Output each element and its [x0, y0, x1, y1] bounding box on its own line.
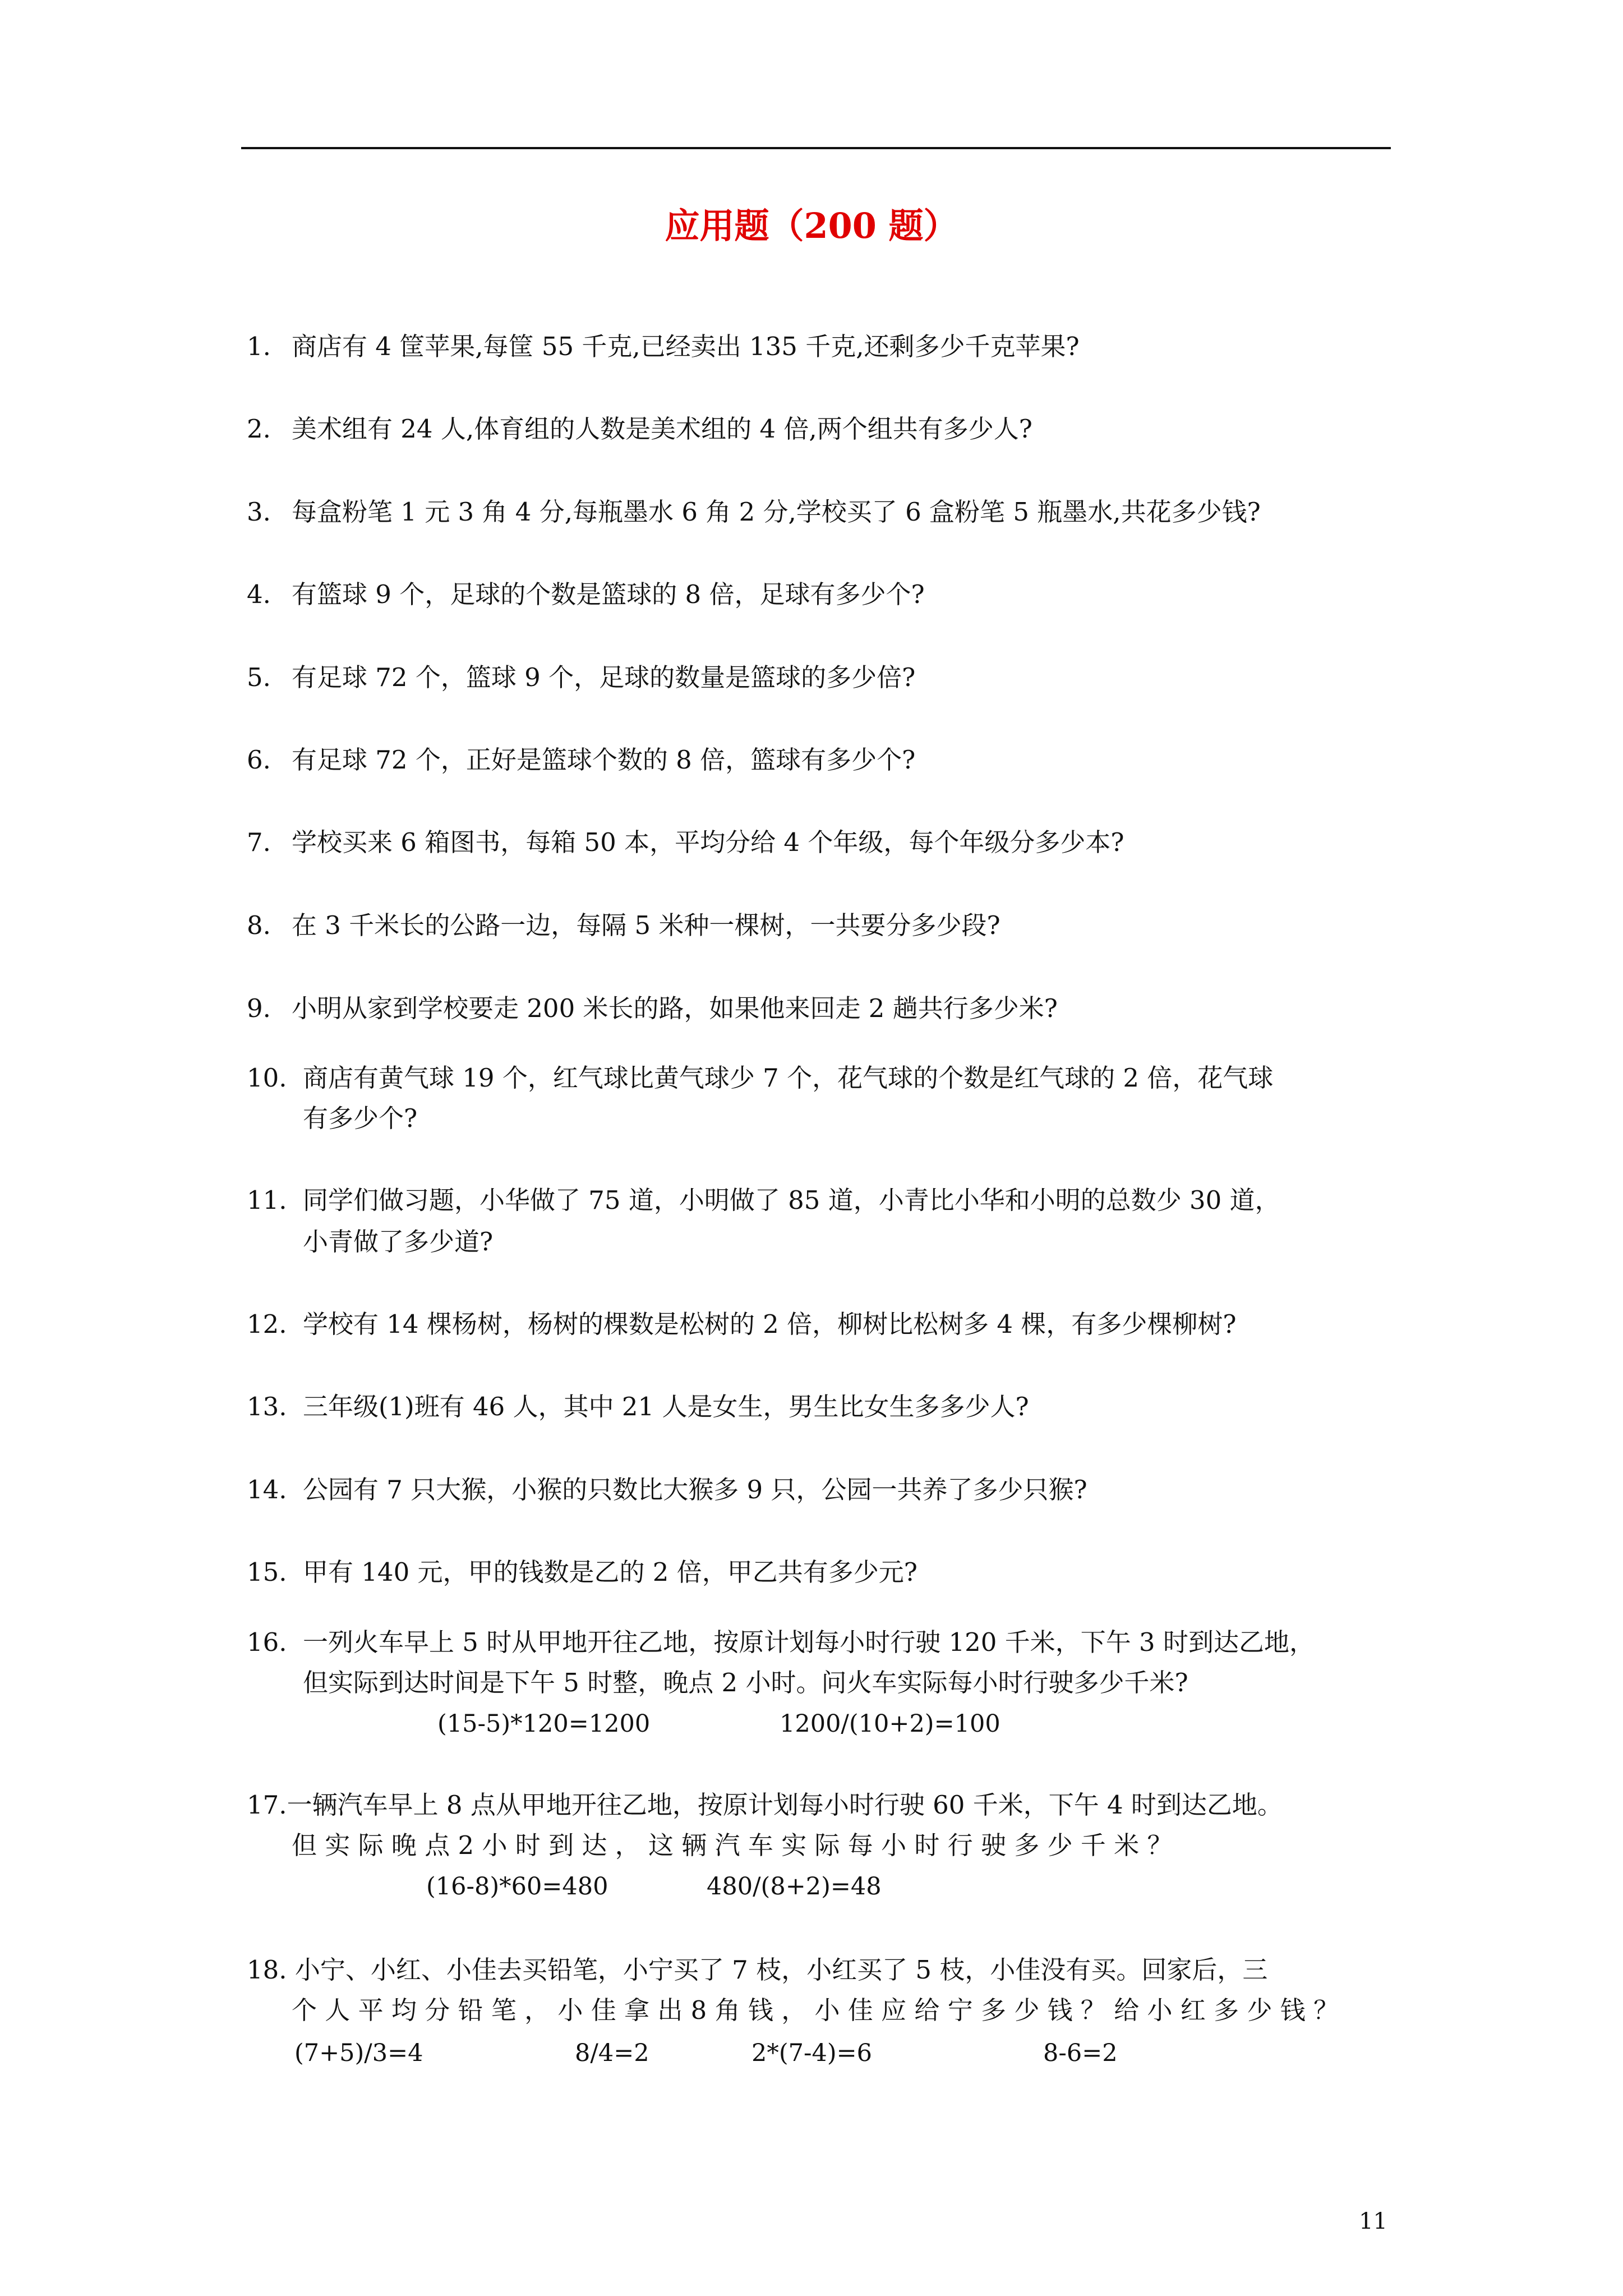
problem-15 [247, 1557, 917, 1588]
problem-8 [247, 910, 1000, 941]
problem-number: 17. [247, 1790, 287, 1820]
calculation-step: 1200/(10+2)=100 [780, 1710, 1000, 1738]
problem-number: 6. [247, 745, 271, 775]
problem-text-line-2: 但 实 际 晚 点 2 小 时 到 达 ， 这 辆 汽 车 实 际 每 小 时 行 驶 多 少 千 米 ？ [292, 1830, 1173, 1860]
problem-text: 学校有 14 棵杨树，杨树的棵数是松树的 2 倍，柳树比松树多 4 棵，有多少棵柳树? [303, 1309, 1237, 1339]
problem-16 [247, 1627, 1315, 1658]
page-number: 11 [1359, 2208, 1387, 2234]
problem-text-line-1: . 小宁、小红、小佳去买铅笔，小宁买了 7 枝，小红买了 5 枝，小佳没有买。回家后，三 [279, 1955, 1268, 1985]
problem-7 [247, 827, 1124, 858]
calculation-step: (15-5)*120=1200 [437, 1710, 651, 1738]
problem-text: 美术组有 24 人,体育组的人数是美术组的 4 倍,两个组共有多少人? [292, 414, 1032, 444]
problem-10 [247, 1062, 1273, 1094]
problem-text: 甲有 140 元，甲的钱数是乙的 2 倍，甲乙共有多少元? [303, 1557, 917, 1587]
calculation-step: 2*(7-4)=6 [751, 2039, 873, 2067]
problem-text: 小明从家到学校要走 200 米长的路，如果他来回走 2 趟共行多少米? [292, 993, 1058, 1023]
problem-text-line-1: 一辆汽车早上 8 点从甲地开往乙地，按原计划每小时行驶 60 千米，下午 4 时到达乙地。 [287, 1790, 1283, 1820]
problem-text: 有足球 72 个，正好是篮球个数的 8 倍，篮球有多少个? [292, 745, 916, 775]
problem-number: 15. [247, 1557, 287, 1587]
problem-number: 4. [247, 579, 271, 609]
problem-text: 有篮球 9 个，足球的个数是篮球的 8 倍，足球有多少个? [292, 579, 925, 609]
problem-text: 商店有 4 筐苹果,每筐 55 千克,已经卖出 135 千克,还剩多少千克苹果? [292, 332, 1080, 361]
problem-10-continuation [303, 1103, 417, 1134]
problem-2 [247, 413, 1032, 445]
problem-text: 学校买来 6 箱图书，每箱 50 本，平均分给 4 个年级，每个年级分多少本? [292, 827, 1124, 857]
problem-4 [247, 579, 925, 610]
problem-number: 11. [247, 1185, 287, 1215]
problem-text: 在 3 千米长的公路一边，每隔 5 米种一棵树，一共要分多少段? [292, 910, 1000, 940]
problem-14 [247, 1474, 1087, 1506]
problem-16-continuation [303, 1667, 1188, 1699]
problem-11 [247, 1185, 1280, 1216]
problem-number: 8. [247, 910, 271, 940]
problem-text: 每盒粉笔 1 元 3 角 4 分,每瓶墨水 6 角 2 分,学校买了 6 盒粉笔 5 瓶墨水,共花多少钱? [292, 497, 1261, 527]
problem-9 [247, 993, 1058, 1024]
problem-text-line-1: 一列火车早上 5 时从甲地开往乙地，按原计划每小时行驶 120 千米，下午 3 时到达乙地， [303, 1627, 1315, 1657]
calculation-step: 480/(8+2)=48 [707, 1872, 882, 1901]
problem-text-line-1: 同学们做习题，小华做了 75 道，小明做了 85 道，小青比小华和小明的总数少 30 道， [303, 1185, 1280, 1215]
calculation-step: 8-6=2 [1043, 2039, 1118, 2067]
problem-number: 14. [247, 1475, 287, 1504]
problem-text: 有足球 72 个，篮球 9 个，足球的数量是篮球的多少倍? [292, 662, 916, 692]
problem-number: 5. [247, 662, 271, 692]
problem-number: 18 [247, 1955, 279, 1985]
page-title: 应用题（200 题） [665, 205, 958, 246]
problem-text: 三年级(1)班有 46 人，其中 21 人是女生，男生比女生多多少人? [303, 1392, 1029, 1421]
problem-number: 3. [247, 497, 271, 527]
problem-5 [247, 662, 915, 693]
problem-13 [247, 1391, 1029, 1423]
problem-text-line-2: 个 人 平 均 分 铅 笔 ， 小 佳 拿 出 8 角 钱 ， 小 佳 应 给 宁 多 少 钱 ？ 给 小 红 多 少 钱 ？ [292, 1995, 1339, 2025]
problem-number: 9. [247, 993, 271, 1023]
problem-12 [247, 1309, 1236, 1340]
calculation-step: (7+5)/3=4 [294, 2039, 423, 2067]
calculation-step: (16-8)*60=480 [426, 1872, 608, 1901]
problem-text-line-2: 有多少个? [303, 1103, 418, 1133]
problem-number: 13. [247, 1392, 287, 1421]
problem-17-continuation [292, 1830, 1173, 1861]
problem-number: 12. [247, 1309, 287, 1339]
problem-3 [247, 496, 1261, 528]
problem-number: 1. [247, 332, 271, 361]
problem-18 [247, 1954, 1267, 1986]
problem-text-line-2: 小青做了多少道? [303, 1227, 494, 1257]
problem-6 [247, 744, 915, 776]
problem-number: 16. [247, 1627, 287, 1657]
problem-17 [247, 1789, 1283, 1821]
problem-text: 公园有 7 只大猴，小猴的只数比大猴多 9 只，公园一共养了多少只猴? [303, 1475, 1087, 1504]
calculation-step: 8/4=2 [575, 2039, 649, 2067]
problem-text-line-2: 但实际到达时间是下午 5 时整，晚点 2 小时。问火车实际每小时行驶多少千米? [303, 1668, 1188, 1697]
problem-number: 7. [247, 827, 271, 857]
problem-text-line-1: 商店有黄气球 19 个，红气球比黄气球少 7 个，花气球的个数是红气球的 2 倍，花气球 [303, 1063, 1274, 1093]
problem-number: 2. [247, 414, 271, 444]
problem-1 [247, 331, 1080, 362]
problem-18-continuation [292, 1995, 1339, 2026]
problem-number: 10. [247, 1063, 287, 1093]
problem-11-continuation [303, 1226, 493, 1258]
